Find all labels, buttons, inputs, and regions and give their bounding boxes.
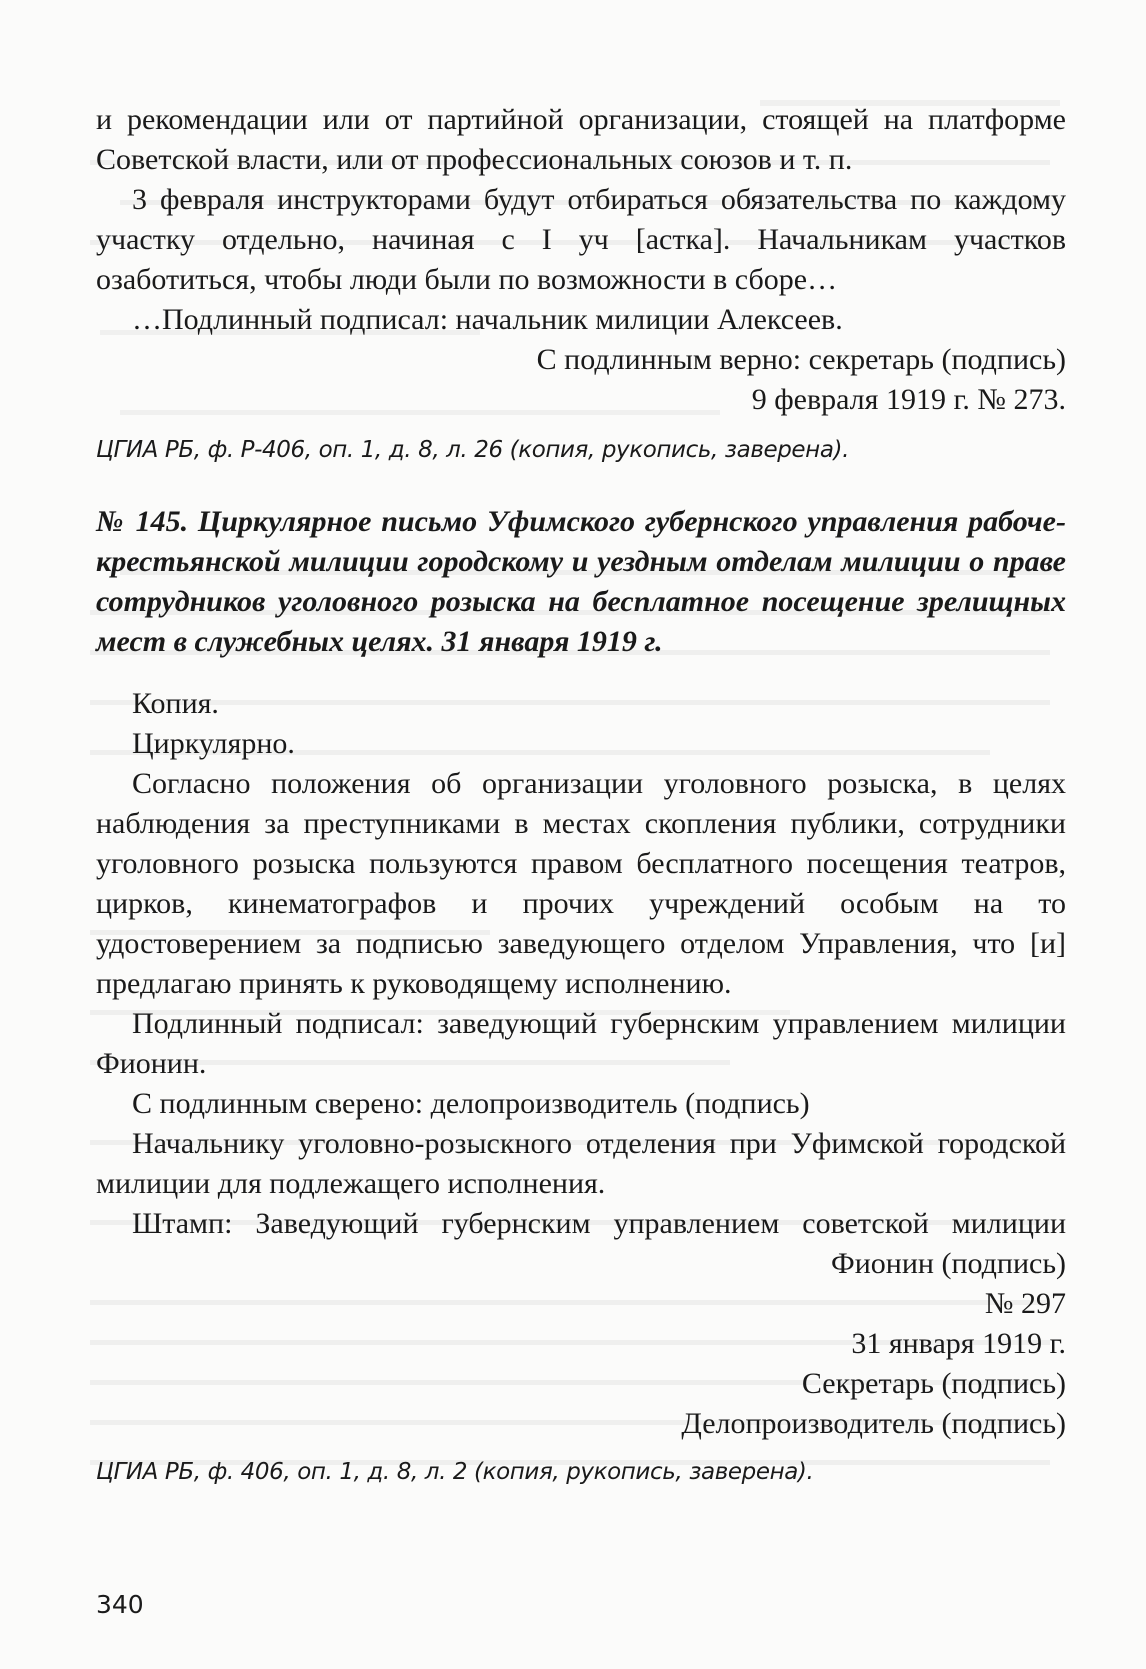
paragraph: 3 февраля инструкторами будут отбираться обязательства по каждому участку отдельно, начиная с I уч [астка]. Начальникам участков озаботиться, чтобы люди были по возможности в сборе… xyxy=(96,183,1066,296)
archive-source: ЦГИА РБ, ф. 406, оп. 1, д. 8, л. 2 (копия, рукопись, заверена). xyxy=(96,1459,814,1485)
stamp-text: Штамп: Заведующий губернским управлением советской милиции Фионин (подпись) xyxy=(132,1207,1066,1280)
copy-label: Копия. xyxy=(132,687,219,720)
signature-line: Подлинный подписал: заведующий губернским управлением милиции Фионин. xyxy=(96,1007,1066,1080)
verification-line: С подлинным сверено: делопроизводитель (подпись) xyxy=(132,1087,810,1120)
document-number: № 297 xyxy=(984,1287,1066,1320)
secretary-signature: Секретарь (подпись) xyxy=(801,1367,1066,1400)
paragraph: Согласно положения об организации уголовного розыска, в целях наблюдения за преступниками в местах скопления публики, сотрудники уголовного розыска пользуются правом бесплатного посещения театров, цирков, кинематографов и прочих учреждений особым на то удостоверением за подписью заведующего отделом Управления, что [и] предлагаю принять к руководящему исполнению. xyxy=(96,767,1066,1000)
clerk-signature: Делопроизводитель (подпись) xyxy=(681,1407,1066,1440)
certification-line: С подлинным верно: секретарь (подпись) xyxy=(536,343,1066,376)
signature-line: …Подлинный подписал: начальник милиции Алексеев. xyxy=(132,303,843,336)
page-text xyxy=(96,100,1066,1488)
date-number-line: 9 февраля 1919 г. № 273. xyxy=(751,383,1066,416)
page-number: 340 xyxy=(96,1590,144,1619)
document-date: 31 января 1919 г. xyxy=(851,1327,1066,1360)
archive-source: ЦГИА РБ, ф. Р-406, оп. 1, д. 8, л. 26 (копия, рукопись, заверена). xyxy=(96,437,849,463)
circular-label: Циркулярно. xyxy=(132,727,295,760)
paragraph: и рекомендации или от партийной организации, стоящей на платформе Советской власти, или от профессиональных союзов и т. п. xyxy=(96,103,1066,176)
addressee: Начальнику уголовно-розыскного отделения при Уфимской городской милиции для подлежащего исполнения. xyxy=(96,1127,1066,1200)
document-heading: № 145. Циркулярное письмо Уфимского губернского управления рабоче-крестьянской милиции городскому и уездным отделам милиции о праве сотрудников уголовного розыска на бесплатное посещение зрелищных мест в служебных целях. 31 января 1919 г. xyxy=(96,505,1066,658)
